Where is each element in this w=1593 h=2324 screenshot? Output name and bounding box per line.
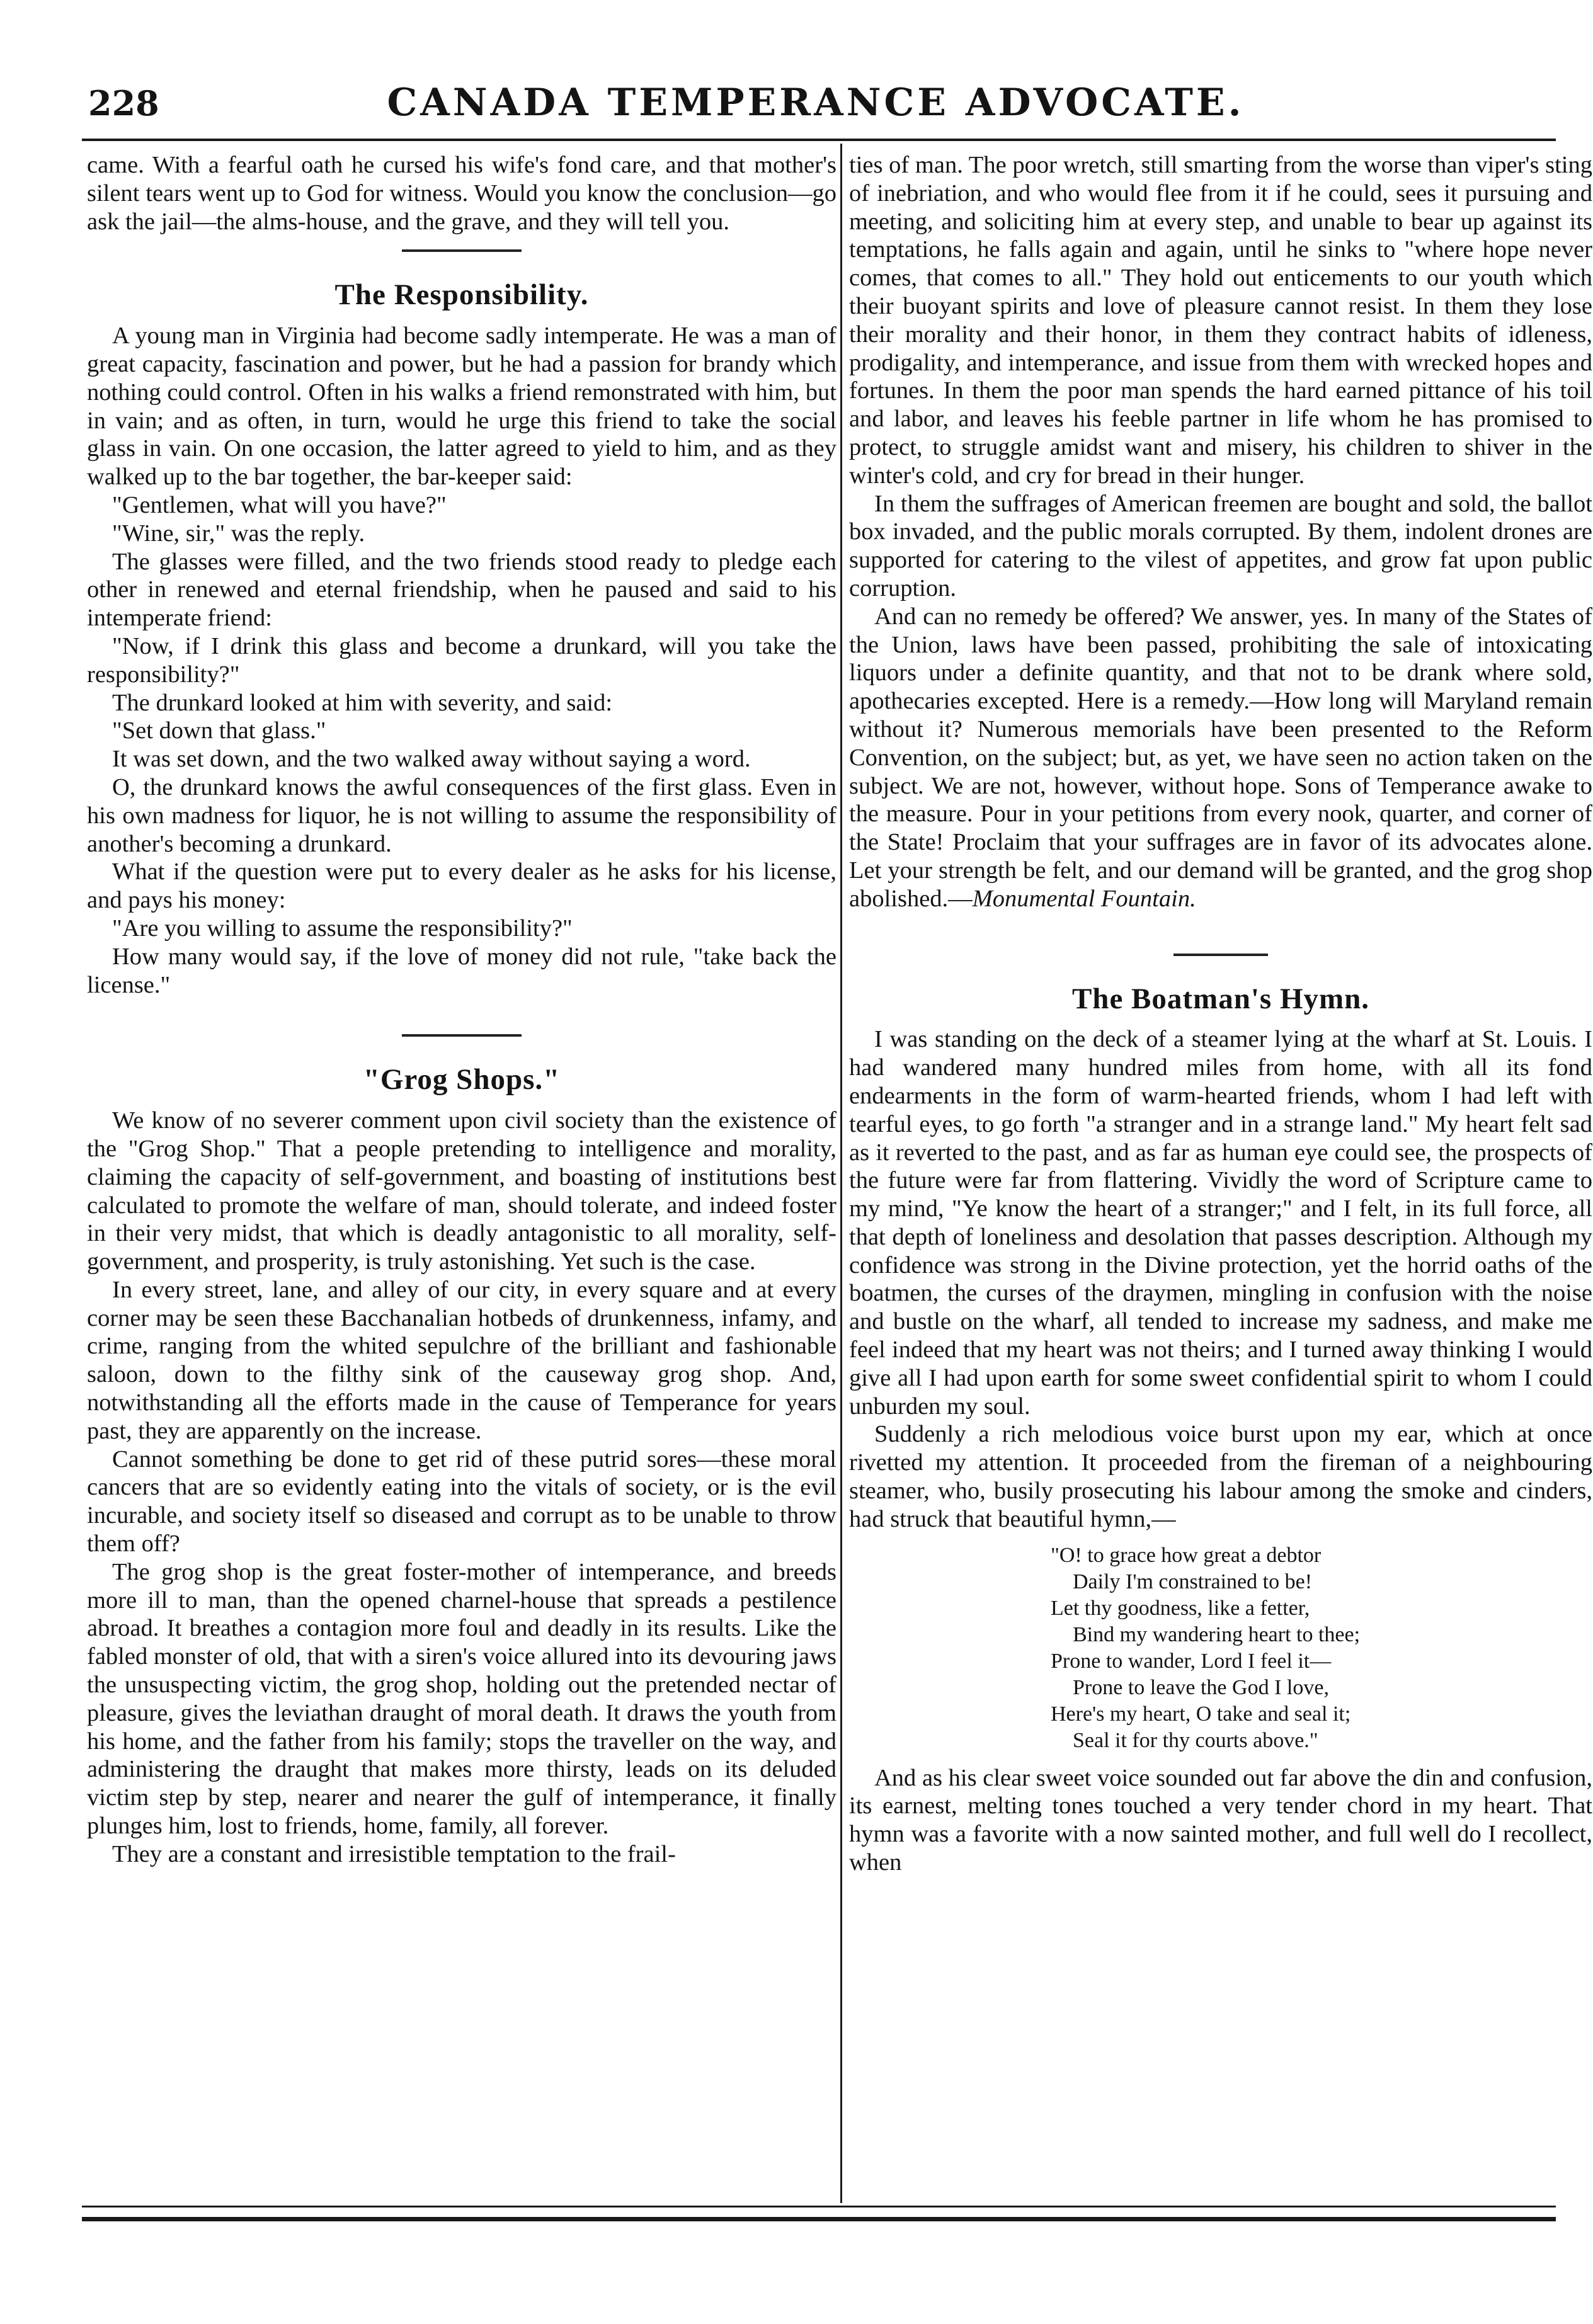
paragraph: In them the suffrages of American freemen are bought and sold, the ballot box invaded, and the public morals corrupted. By them, indolent drones are supported for catering to the vilest of appetites, and grow fat upon public corruption. [849,490,1592,601]
paragraph: Cannot something be done to get rid of these putrid sores—these moral cancers that are so evidently eating into the vitals of society, or is the evil incurable, and society itself so diseased and corrupt as to be unable to throw them off? [87,1445,836,1558]
poem-line: Bind my wandering heart to thee; [1073,1622,1361,1646]
poem-line: "O! to grace how great a debtor [1051,1543,1322,1567]
paragraph: O, the drunkard knows the awful consequences of the first glass. Even in his own madness for liquor, he is not willing to assume the responsibility of another's becoming a drunkard. [87,773,836,857]
poem-line: Prone to leave the God I love, [1073,1675,1329,1699]
footer-rule-top [82,2206,1556,2207]
article-heading-grog-shops: "Grog Shops." [363,1063,561,1096]
paragraph: The grog shop is the great foster-mother of intemperance, and breeds more ill to man, than the opened charnel-house that spreads a pestilence abroad. It breathes a contagion more foul and deadly in its results. Like the fabled monster of old, that with a siren's voice allured into its devouring jaws the unsuspecting victim, the grog shop, holding out the pretended nectar of pleasure, gives the leviathan draught of moral death. It draws the youth from his home, and the father from his family; stops the traveller on the way, and administering the draught that makes more thirsty, leads on its deluded victim step by step, nearer and nearer the gulf of intemperance, it finally plunges him, lost to friends, home, family, all forever. [87,1558,836,1840]
paragraph: How many would say, if the love of money did not rule, "take back the license." [87,943,836,998]
paragraph: "Now, if I drink this glass and become a drunkard, will you take the responsibility?" [87,632,836,688]
poem-line: Here's my heart, O take and seal it; [1051,1702,1351,1726]
section-divider [402,249,522,252]
paragraph: The drunkard looked at him with severity, and said: [112,689,613,716]
paragraph: What if the question were put to every dealer as he asks for his license, and pays his money: [87,858,836,914]
paragraph: "Set down that glass." [112,717,326,744]
page-header [82,69,1550,139]
poem-line: Seal it for thy courts above." [1073,1728,1318,1752]
section-divider [402,1034,522,1037]
hymn-verse [849,1542,1592,1754]
article-heading-boatmans-hymn: The Boatman's Hymn. [1071,982,1370,1015]
paragraph: And as his clear sweet voice sounded out far above the din and confusion, its earnest, melting tones touched a very tender chord in my heart. That hymn was a favorite with a now sainted mother, and full well do I recollect, when [849,1764,1592,1876]
source-attribution: Monumental Fountain. [972,885,1196,912]
paragraph: "Are you willing to assume the responsibility?" [112,914,573,942]
paragraph: "Gentlemen, what will you have?" [112,491,447,518]
paragraph: In every street, lane, and alley of our city, in every square and at every corner may be seen these Bacchanalian hotbeds of drunkenness, infamy, and crime, ranging from the whited sepulchre of the brilliant and fashionable saloon, down to the filthy sink of the causeway grog shop. And, notwithstanding all the efforts made in the cause of Temperance for years past, they are apparently on the increase. [87,1276,836,1444]
poem-line: Daily I'm constrained to be! [1073,1569,1313,1593]
page-number: 228 [88,83,159,123]
right-column [849,151,1592,2192]
paragraph: "Wine, sir," was the reply. [112,520,365,547]
paragraph: ties of man. The poor wretch, still smarting from the worse than viper's sting of inebriation, and who would flee from it if he could, sees it pursuing and meeting, and soliciting him at every step, and unable to bear up against its temptations, he falls again and again, until he sinks to "where hope never comes, that comes to all." They hold out enticements to our youth which their buoyant spirits and love of pleasure cannot resist. In them they lose their morality and their honor, in them they contract habits of idleness, prodigality, and intemperance, and issue from them with wrecked hopes and fortunes. In them the poor man spends the hard earned pittance of his toil and labor, and leaves his feeble partner in life whom he has promised to protect, to struggle amidst want and misery, his children to shiver in the winter's cold, and cry for bread in their hunger. [849,152,1592,489]
poem-line: Prone to wander, Lord I feel it— [1051,1649,1332,1673]
paragraph: We know of no severer comment upon civil society than the existence of the "Grog Shop." That a people pretending to intelligence and morality, claiming the capacity of self-government, and boasting of institutions best calculated to promote the welfare of man, should tolerate, and indeed foster in their very midst, that which is deadly antagonistic to all morality, self-government, and prosperity, is truly astonishing. Yet such is the case. [87,1107,836,1275]
publication-title: CANADA TEMPERANCE ADVOCATE. [387,81,1245,125]
column-divider [840,144,842,2203]
paragraph: The glasses were filled, and the two friends stood ready to pledge each other in renewed and eternal friendship, when he paused and said to his intemperate friend: [87,548,836,632]
section-divider [1173,954,1268,956]
paragraph: They are a constant and irresistible temptation to the frail- [112,1840,676,1867]
header-rule [82,139,1556,141]
paragraph: I was standing on the deck of a steamer lying at the wharf at St. Louis. I had wandered many hundred miles from home, with all its fond endearments in the form of warm-hearted friends, whom I had left with tearful eyes, to go forth "a stranger and in a strange land." My heart felt sad as it reverted to the past, and as far as human eye could see, the prospects of the future were far from flattering. Vividly the word of Scripture came to my mind, "Ye know the heart of a stranger;" and I felt, in its full force, all that depth of loneliness and desolation that passes description. Although my confidence was strong in the Divine protection, yet the horrid oaths of the boatmen, the curses of the draymen, mingling in confusion with the noise and bustle on the wharf, all tended to increase my sadness, and make me feel indeed that my heart was not theirs; and I turned away thinking I would give all I had upon earth for some sweet confidential spirit to whom I could unburden my soul. [849,1026,1592,1420]
paragraph: A young man in Virginia had become sadly intemperate. He was a man of great capacity, fascination and power, but he had a passion for brandy which nothing could control. Often in his walks a friend remonstrated with him, but in vain; and as often, in turn, would he urge this friend to take the social glass in vain. On one occasion, the latter agreed to yield to him, and as they walked up to the bar together, the bar-keeper said: [87,322,836,491]
footer-rule-bottom [82,2217,1556,2221]
article-heading-responsibility: The Responsibility. [334,278,589,312]
intro-paragraph: came. With a fearful oath he cursed his wife's fond care, and that mother's silent tears went up to God for witness. Would you know the conclusion—go ask the jail—the alms-house, and the grave, and they will tell you. [87,152,836,235]
newspaper-page [82,44,1592,2286]
paragraph: Suddenly a rich melodious voice burst upon my ear, which at once rivetted my attention. It proceeded from the fireman of a neighbouring steamer, who, busily prosecuting his labour among the smoke and cinders, had struck that beautiful hymn,— [849,1421,1592,1532]
paragraph-text: And can no remedy be offered? We answer, yes. In many of the States of the Union, laws have been passed, prohibiting the sale of intoxicating liquors under a definite quantity, and that not to be drank where sold, apothecaries excepted. Here is a remedy.—How long will Maryland remain without it? Numerous memorials have been presented to the Reform Convention, on the subject; but, as yet, we have seen no action taken on the subject. We are not, however, without hope. Sons of Temperance awake to the measure. Pour in your petitions from every nook, quarter, and corner of the State! Proclaim that your suffrages are in favor of its advocates alone. Let your strength be felt, and our demand will be granted, and the grog shop abolished.— [849,603,1592,912]
paragraph: It was set down, and the two walked away without saying a word. [112,746,751,773]
poem-line: Let thy goodness, like a fetter, [1051,1596,1310,1620]
paragraph [849,603,1592,913]
left-column [87,151,836,2192]
